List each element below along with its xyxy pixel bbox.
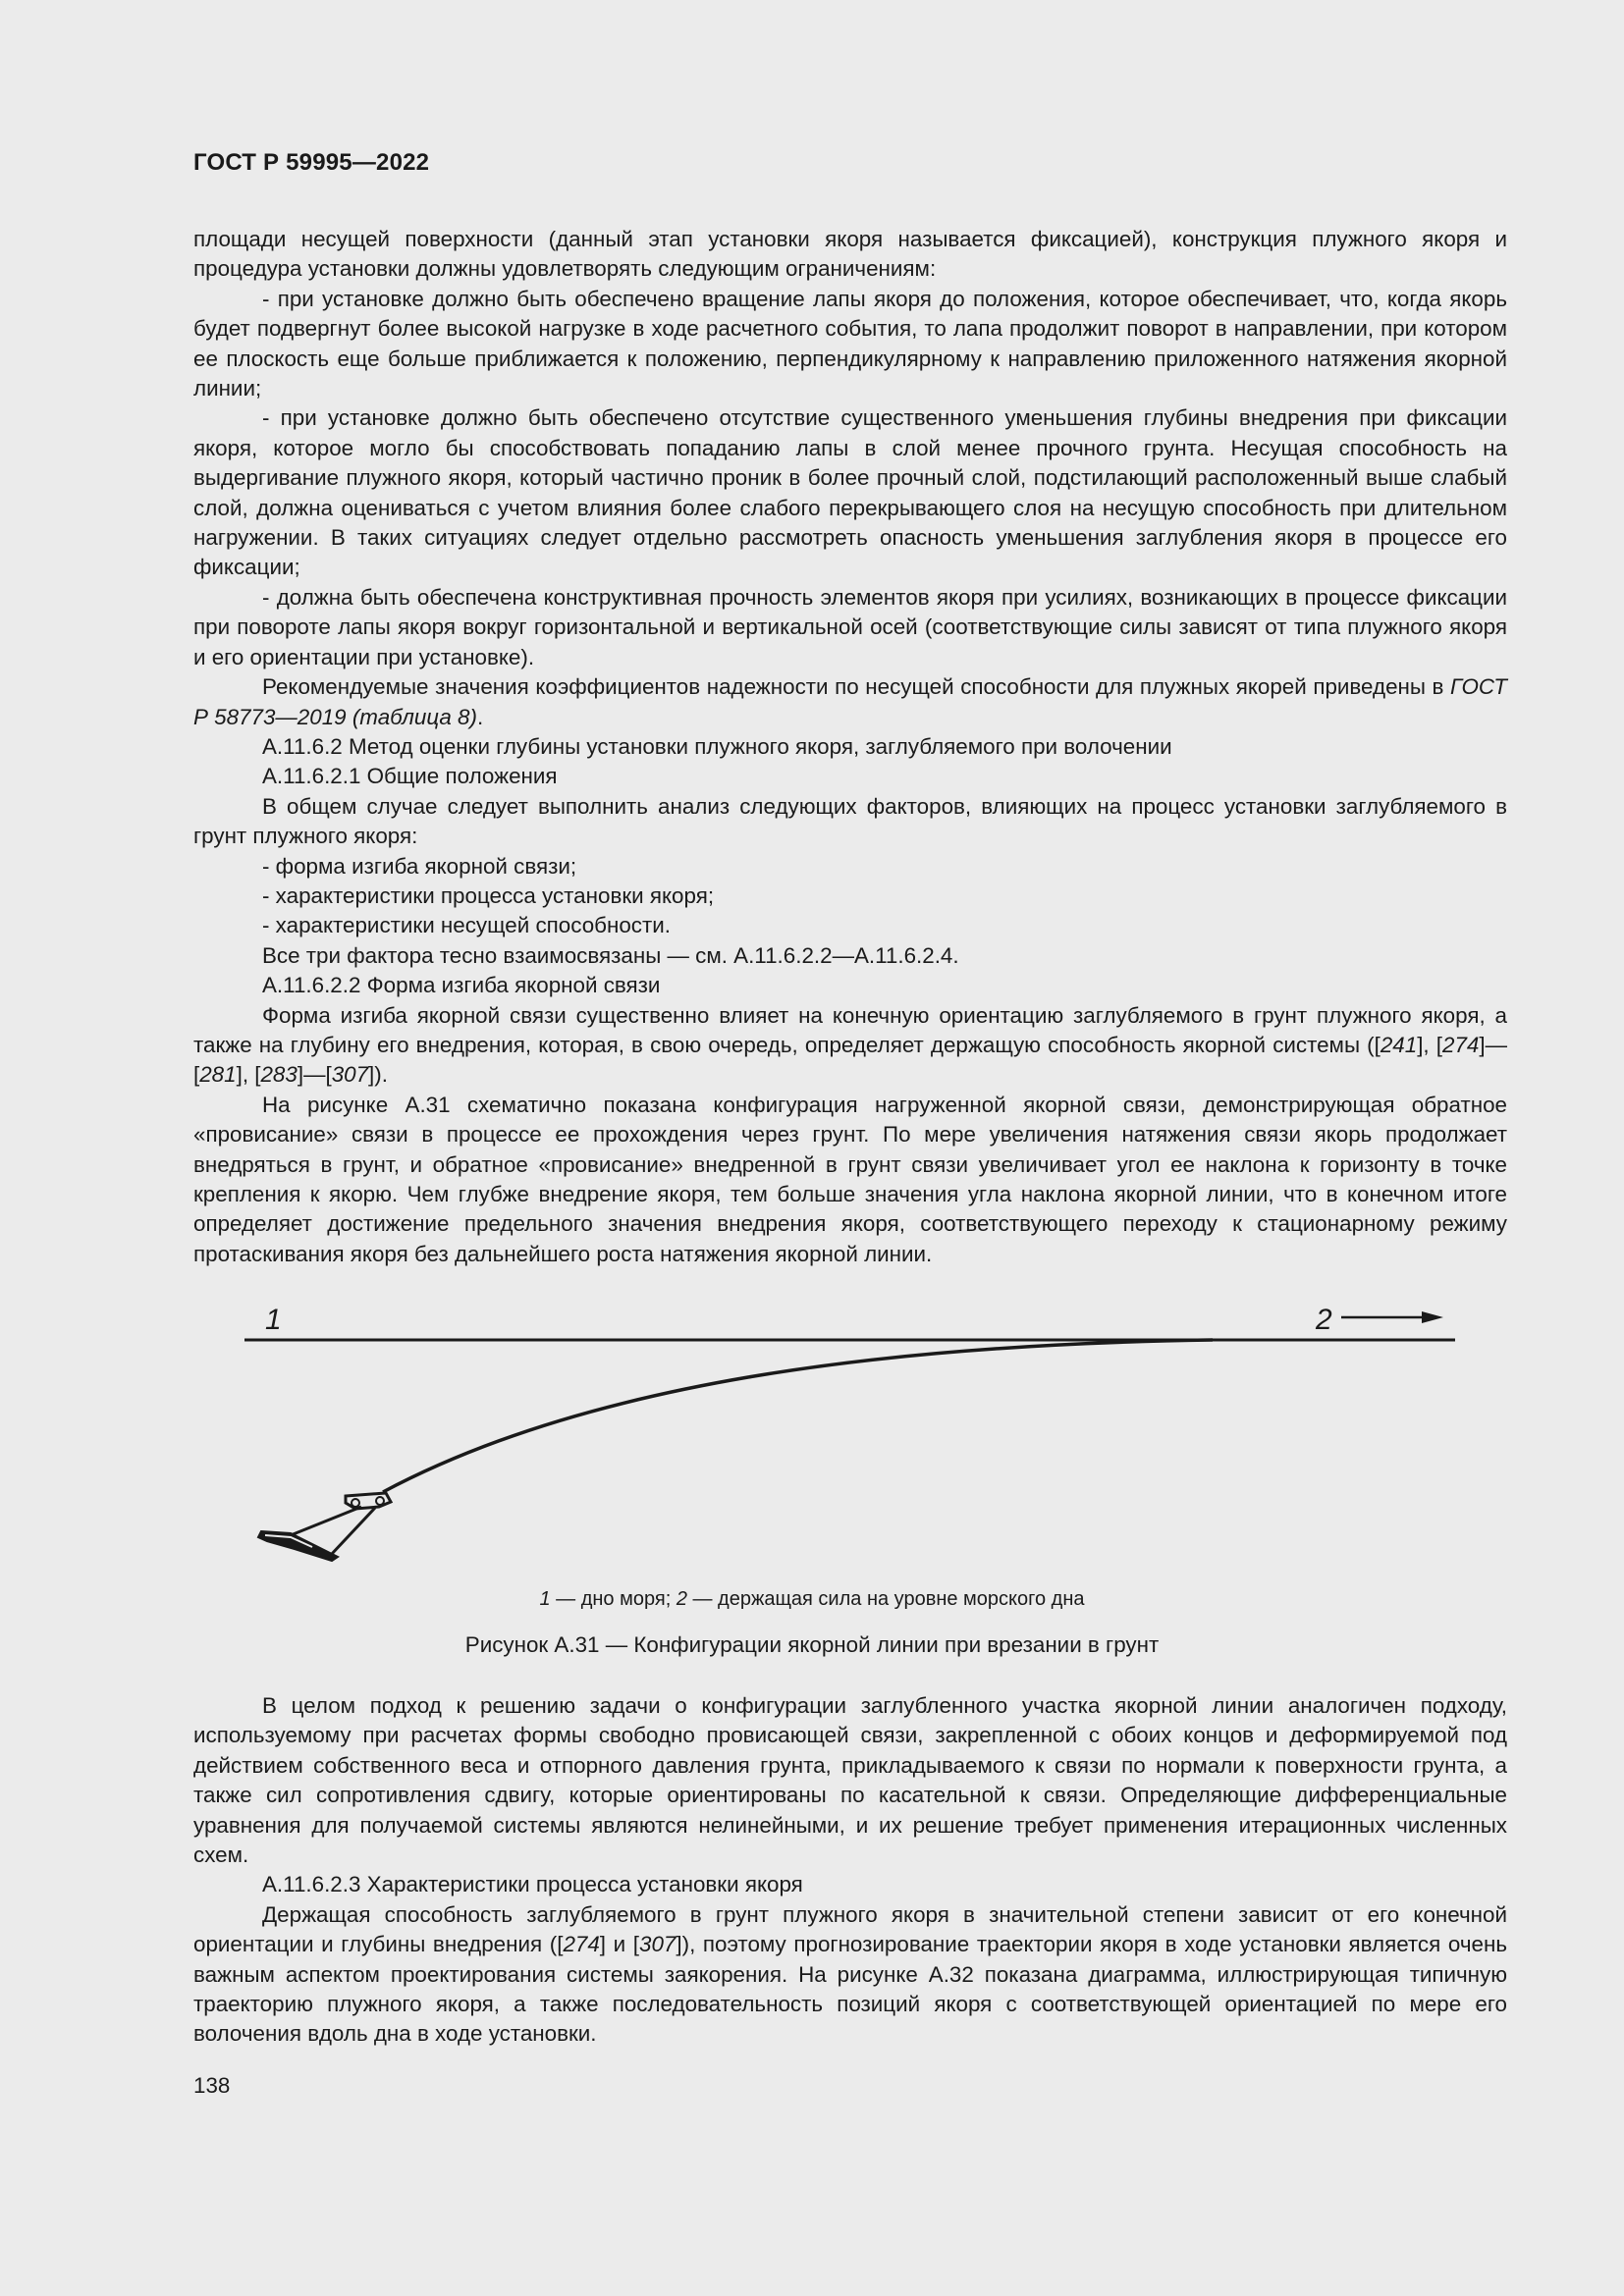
- figure-caption: Рисунок А.31 — Конфигурации якорной линии при врезании в грунт: [464, 1632, 1160, 1657]
- standard-reference: ГОСТ Р 58773—2019 (таблица 8): [193, 674, 1507, 729]
- list-item: - характеристики несущей способности.: [262, 913, 671, 938]
- list-item: - должна быть обеспечена конструктивная прочность элементов якоря при усилиях, возникающих в процессе фиксации при повороте лапы якоря вокруг горизонтальной и вертикальной осей (соответствующие силы зависят от типа плужного якоря и его ориентации при установке).: [193, 584, 1507, 669]
- text-span: .: [476, 704, 484, 729]
- paragraph: В целом подход к решению задачи о конфигурации заглубленного участка якорной линии аналогичен подходу, используемому при расчетах формы свободно провисающей связи, закрепленной с обоих концов и деформируемой под действием собственного веса и отпорного давления грунта, прикладываемого к связи по нормали к поверхности грунта, а также сил сопротивления сдвигу, которые ориентированы по касательной к связи. Определяющие дифференциальные уравнения для получаемой системы являются нелинейными, и их решение требует применения итерационных численных схем.: [193, 1693, 1507, 1868]
- document-header: ГОСТ Р 59995—2022: [193, 149, 430, 176]
- legend-number: 1: [539, 1588, 551, 1610]
- paragraph: [193, 1900, 1507, 2050]
- figure-legend: [0, 1588, 1624, 1611]
- text-block-bottom: [193, 1691, 1507, 2050]
- citation: 307: [639, 1932, 677, 1957]
- text-span: ]), поэтому прогнозирование траектории якоря в ходе установки является очень важным аспектом проектирования системы заякорения. На рисунке А.32 показана диаграмма, иллюстрирующая типичную траекторию плужного якоря, а также последовательность позиций якоря с соответствующей ориентацией по мере его волочения вдоль дна в ходе установки.: [193, 1932, 1508, 2047]
- citation: 283: [260, 1062, 298, 1088]
- paragraph: [193, 672, 1507, 732]
- label-holding-force: 2: [1316, 1304, 1332, 1336]
- shackle-pin-right: [376, 1497, 384, 1505]
- list-item: - форма изгиба якорной связи;: [262, 853, 577, 879]
- paragraph: площади несущей поверхности (данный этап установки якоря называется фиксацией), конструкция плужного якоря и процедура установки должны удовлетворять следующим ограничениям:: [193, 227, 1507, 282]
- shackle-pin-left: [352, 1499, 359, 1507]
- embedded-anchor-line: [383, 1340, 1213, 1492]
- text-span: ]—[: [297, 1062, 332, 1088]
- legend-number: 2: [676, 1588, 687, 1610]
- list-item: - при установке должно быть обеспечено вращение лапы якоря до положения, которое обеспечивает, что, когда якорь будет подвергнут более высокой нагрузке в ходе расчетного события, то лапа продолжит поворот в направлении, при котором ее плоскость еще больше приближается к положению, перпендикулярному к направлению приложенного натяжения якорной линии;: [193, 286, 1507, 401]
- text-span: ] и [: [599, 1932, 640, 1957]
- text-span: Держащая способность заглубляемого в грунт плужного якоря в значительной степени зависит от его конечной ориентации и глубины внедрения ([: [193, 1901, 1507, 1957]
- text-span: ]—[: [193, 1032, 1507, 1088]
- label-seabed: 1: [265, 1304, 282, 1336]
- citation: 307: [331, 1062, 369, 1088]
- text-span: Рекомендуемые значения коэффициентов надежности по несущей способности для плужных якорей приведены в: [262, 674, 1451, 700]
- citation: 274: [563, 1932, 600, 1957]
- text-span: ]).: [368, 1062, 388, 1088]
- text-span: ], [: [236, 1062, 261, 1088]
- legend-text: — держащая сила на уровне морского дна: [686, 1588, 1085, 1610]
- anchor-shank-upper: [291, 1507, 361, 1535]
- anchor-line-diagram: [0, 1294, 1624, 1578]
- paragraph: На рисунке А.31 схематично показана конфигурация нагруженной якорной связи, демонстрирующая обратное «провисание» связи в процессе ее прохождения через грунт. По мере увеличения натяжения связи якорь продолжает внедряться в грунт, и обратное «провисание» внедренной в грунт связи увеличивает угол ее наклона к горизонту в точке крепления к якорю. Чем глубже внедрение якоря, тем больше значения угла наклона якорной линии, что в конечном итоге определяет достижение предельного значения внедрения якоря, соответствующего переходу к стационарному режиму протаскивания якоря без дальнейшего роста натяжения якорной линии.: [193, 1092, 1507, 1266]
- list-item: - характеристики процесса установки якоря;: [262, 882, 715, 908]
- text-block-top: [193, 225, 1507, 1269]
- section-heading: А.11.6.2.3 Характеристики процесса установки якоря: [262, 1872, 803, 1897]
- citation: 241: [1380, 1032, 1418, 1057]
- list-item: - при установке должно быть обеспечено отсутствие существенного уменьшения глубины внедрения при фиксации якоря, которое могло бы способствовать попаданию лапы в слой менее прочного грунта. Несущая способность на выдергивание плужного якоря, который частично проник в более прочный слой, подстилающий расположенный выше слабый слой, должна оцениваться с учетом влияния более слабого перекрывающего слоя на несущую способность при длительном нагружении. В таких ситуациях следует отдельно рассмотреть опасность уменьшения заглубления якоря в процессе его фиксации;: [193, 405, 1507, 580]
- legend-text: — дно моря;: [550, 1588, 677, 1610]
- paragraph: В общем случае следует выполнить анализ следующих факторов, влияющих на процесс установки заглубляемого в грунт плужного якоря:: [193, 793, 1507, 849]
- paragraph: Все три фактора тесно взаимосвязаны — см. А.11.6.2.2—А.11.6.2.4.: [262, 942, 959, 968]
- section-heading: А.11.6.2 Метод оценки глубины установки плужного якоря, заглубляемого при волочении: [262, 733, 1172, 759]
- figure-a31: [0, 1294, 1624, 1578]
- page-number: 138: [193, 2073, 231, 2098]
- section-heading: А.11.6.2.2 Форма изгиба якорной связи: [262, 973, 661, 998]
- section-heading: А.11.6.2.1 Общие положения: [262, 764, 558, 789]
- force-arrow-head: [1422, 1311, 1443, 1323]
- text-span: Форма изгиба якорной связи существенно влияет на конечную ориентацию заглубляемого в грунт плужного якоря, а также на глубину его внедрения, которая, в свою очередь, определяет держащую способность якорной системы ([: [193, 1002, 1507, 1057]
- text-span: ], [: [1417, 1032, 1442, 1057]
- paragraph: [193, 1001, 1507, 1091]
- citation: 274: [1442, 1032, 1480, 1057]
- citation: 281: [199, 1062, 237, 1088]
